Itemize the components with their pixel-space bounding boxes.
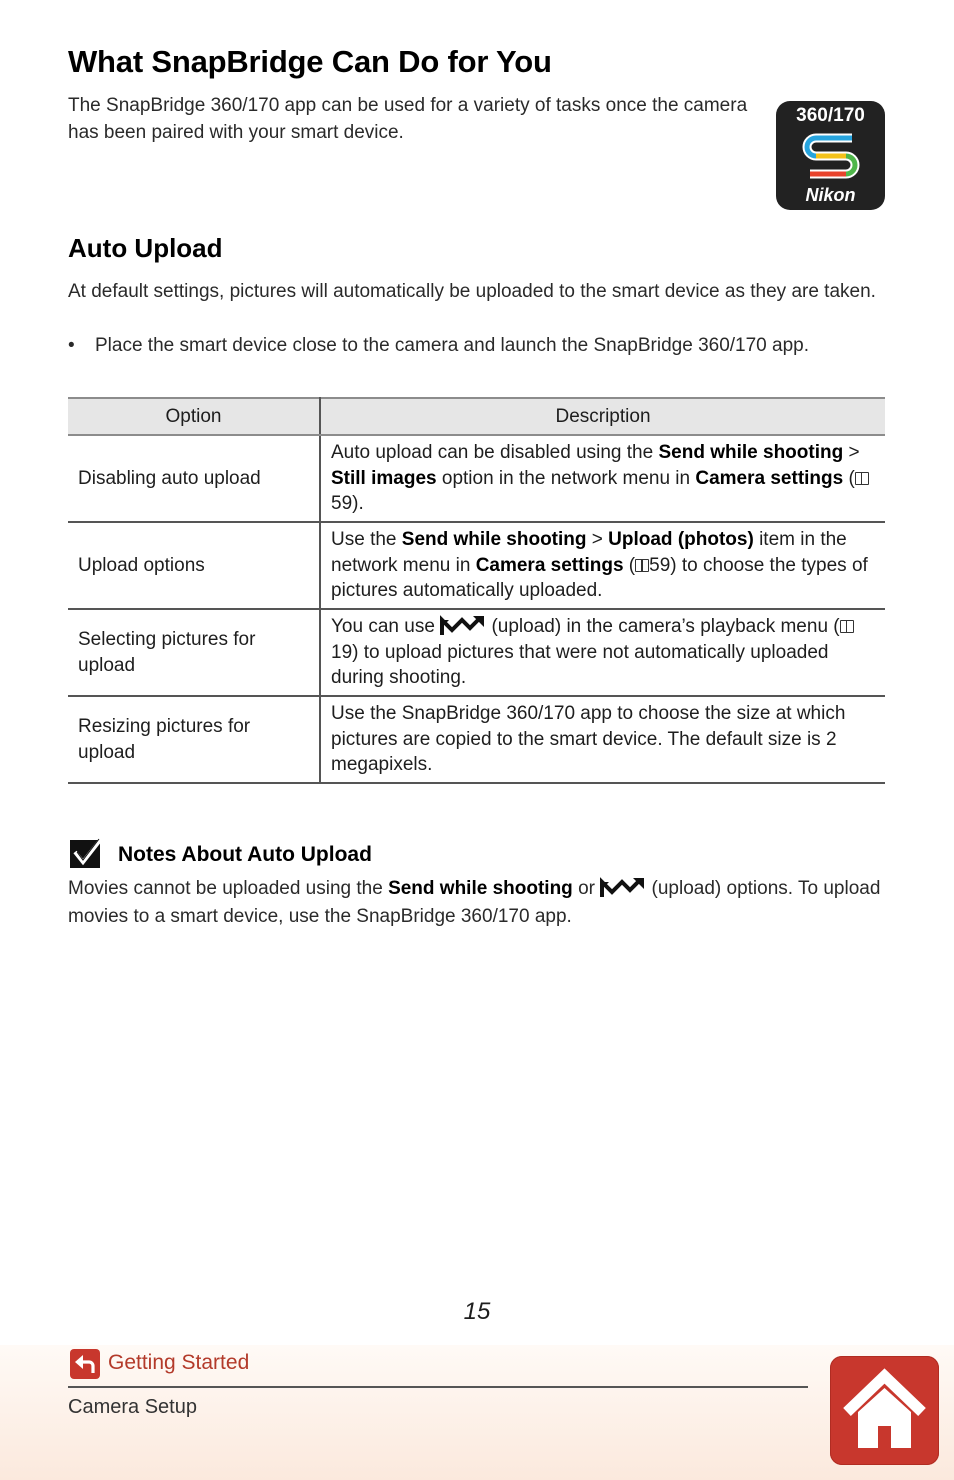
home-button[interactable] — [830, 1356, 939, 1465]
page-title: What SnapBridge Can Do for You — [68, 44, 552, 79]
note-text: (upload) options. To upload movies to a smart device, use the SnapBridge 360/170 app. — [68, 878, 881, 927]
option-cell: Selecting pictures for upload — [68, 609, 320, 696]
book-reference-icon — [855, 472, 869, 485]
book-reference-icon — [635, 559, 649, 572]
section-heading: Auto Upload — [68, 233, 223, 263]
table-row — [68, 435, 885, 522]
page-number: 15 — [463, 1298, 491, 1325]
menu-term: Send while shooting — [658, 442, 844, 464]
page-reference-link[interactable]: 59 — [649, 554, 671, 576]
snapbridge-app-icon — [776, 101, 885, 210]
desc-text: Auto upload can be disabled using the — [331, 442, 659, 464]
bullet-text: Place the smart device close to the camera and launch the SnapBridge 360/170 app. — [95, 335, 810, 356]
app-icon-version: 360/170 — [796, 105, 865, 126]
table-row — [68, 522, 885, 609]
option-cell: Upload options — [68, 522, 320, 609]
upload-icon — [440, 614, 486, 636]
bullet-dot: • — [68, 335, 75, 356]
note-text: Movies cannot be uploaded using the — [68, 878, 389, 899]
menu-term: Camera settings — [695, 467, 844, 489]
book-reference-icon — [840, 620, 854, 633]
desc-text: > — [586, 529, 609, 551]
desc-text: ) to choose the types of pictures automatically uploaded. — [331, 554, 868, 602]
note-title: Notes About Auto Upload — [118, 843, 372, 866]
desc-text: (upload) in the camera’s playback menu ( — [486, 616, 840, 638]
table-header-option: Option — [68, 398, 320, 435]
getting-started-label[interactable]: Getting Started — [108, 1351, 250, 1374]
snapbridge-logo-icon — [802, 131, 860, 183]
footer-divider — [68, 1386, 808, 1388]
description-cell — [320, 609, 885, 696]
desc-text: ( — [623, 554, 636, 576]
back-arrow-icon — [70, 1349, 100, 1379]
page-reference-link[interactable]: 59 — [331, 493, 353, 515]
options-table — [68, 397, 885, 784]
table-row — [68, 609, 885, 696]
footer-section-label: Camera Setup — [68, 1396, 197, 1418]
menu-term: Send while shooting — [388, 878, 573, 899]
home-icon — [841, 1368, 928, 1453]
desc-text: option in the network menu in — [436, 467, 696, 489]
page-reference-link[interactable]: 19 — [331, 641, 353, 663]
table-header-description: Description — [320, 398, 885, 435]
note-body — [68, 875, 888, 931]
app-icon-brand: Nikon — [805, 185, 856, 205]
table-header-row — [68, 398, 885, 435]
check-note-icon — [68, 838, 104, 870]
description-cell — [320, 522, 885, 609]
desc-text: > — [843, 442, 860, 464]
menu-term: Still images — [331, 467, 437, 489]
menu-term: Upload (photos) — [608, 529, 754, 551]
table-row — [68, 696, 885, 783]
upload-icon — [600, 876, 646, 898]
section-paragraph: At default settings, pictures will automatically be uploaded to the smart device as they are taken. — [68, 281, 876, 302]
description-cell — [320, 435, 885, 522]
description-cell: Use the SnapBridge 360/170 app to choose the size at which pictures are copied to the smart device. The default size is 2 megapixels. — [320, 696, 885, 783]
menu-term: Send while shooting — [401, 529, 587, 551]
desc-text: Use the — [331, 529, 402, 551]
option-cell: Resizing pictures for upload — [68, 696, 320, 783]
desc-text: ( — [843, 467, 855, 489]
bullet-item — [68, 332, 888, 359]
intro-text: The SnapBridge 360/170 app can be used for a variety of tasks once the camera has been paired with your smart device. — [68, 95, 748, 143]
desc-text: ) to upload pictures that were not automatically uploaded during shooting. — [331, 641, 829, 689]
option-cell: Disabling auto upload — [68, 435, 320, 522]
desc-text: ). — [352, 493, 364, 515]
desc-text: item in the network menu in — [331, 529, 847, 576]
menu-term: Camera settings — [475, 554, 624, 576]
desc-text: You can use — [331, 616, 441, 638]
note-text: or — [572, 878, 601, 899]
